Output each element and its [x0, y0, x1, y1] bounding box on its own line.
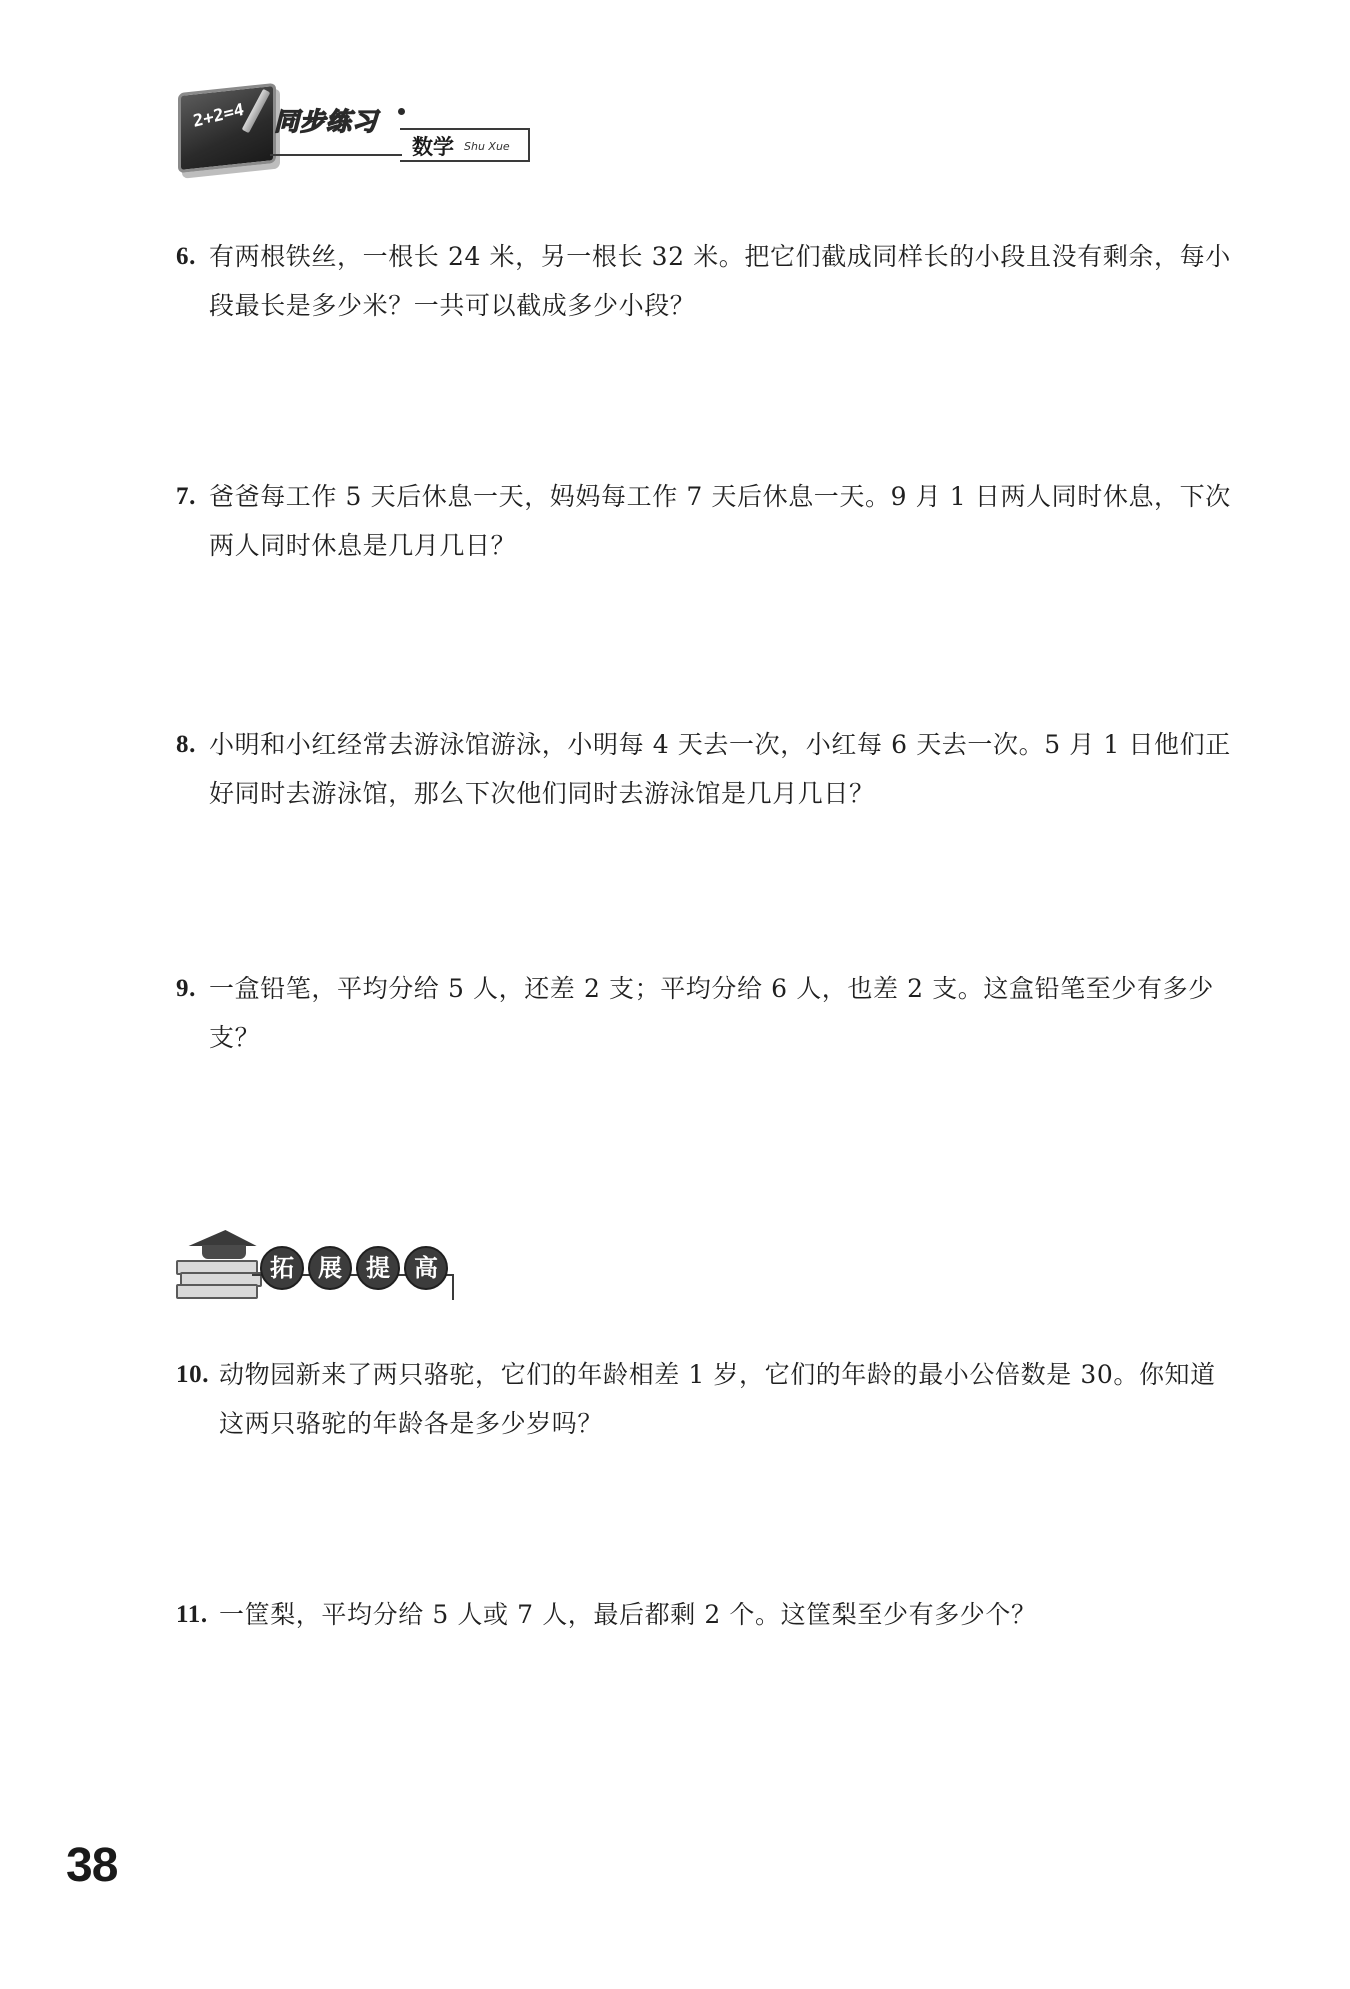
title-dot: [398, 108, 405, 115]
graduation-cap-icon: [189, 1230, 260, 1246]
problem-number: 10.: [176, 1361, 210, 1388]
problem-text: 小明和小红经常去游泳馆游泳，小明每 4 天去一次，小红每 6 天去一次。5 月 1 日他们正好同时去游泳馆，那么下次他们同时去游泳馆是几月几日？: [209, 730, 1231, 808]
subject-label: 数学: [412, 135, 454, 159]
problem-7: [176, 472, 1236, 570]
books-icon: [176, 1260, 254, 1298]
problem-text: 爸爸每工作 5 天后休息一天，妈妈每工作 7 天后休息一天。9 月 1 日两人同时休息，下次两人同时休息是几月几日？: [209, 482, 1231, 560]
section-title: [260, 1246, 448, 1290]
problem-6: [176, 232, 1236, 330]
section-title-char: 拓: [260, 1246, 304, 1290]
problem-text: 一筐梨，平均分给 5 人或 7 人，最后都剩 2 个。这筐梨至少有多少个？: [219, 1600, 1037, 1629]
problem-8: [176, 720, 1236, 818]
header-rule: [270, 154, 402, 156]
section-title-char: 提: [356, 1246, 400, 1290]
problem-number: 9.: [176, 975, 196, 1002]
problem-text: 一盒铅笔，平均分给 5 人，还差 2 支；平均分给 6 人，也差 2 支。这盒铅笔至少有多少支？: [209, 974, 1214, 1052]
graduation-cap-base: [202, 1245, 246, 1259]
chalkboard-text: 2+2=4: [191, 99, 246, 132]
section-banner-extension: [168, 1226, 468, 1306]
series-title: 同步练习: [274, 107, 379, 136]
problem-text: 动物园新来了两只骆驼，它们的年龄相差 1 岁，它们的年龄的最小公倍数是 30。你知道这两只骆驼的年龄各是多少岁吗？: [219, 1360, 1216, 1438]
section-title-char: 展: [308, 1246, 352, 1290]
problem-number: 6.: [176, 243, 196, 270]
problem-number: 8.: [176, 731, 196, 758]
subject-box: [400, 128, 530, 162]
problem-number: 11.: [176, 1601, 208, 1628]
page-header: [178, 82, 538, 172]
problem-number: 7.: [176, 483, 196, 510]
problem-text: 有两根铁丝，一根长 24 米，另一根长 32 米。把它们截成同样长的小段且没有剩余，每小段最长是多少米？一共可以截成多少小段？: [209, 242, 1231, 320]
problem-10: [176, 1350, 1236, 1448]
subject-pinyin: Shu Xue: [464, 140, 510, 153]
problem-9: [176, 964, 1236, 1062]
section-title-char: 高: [404, 1246, 448, 1290]
problem-11: [176, 1590, 1236, 1639]
page-number: 38: [66, 1839, 118, 1892]
